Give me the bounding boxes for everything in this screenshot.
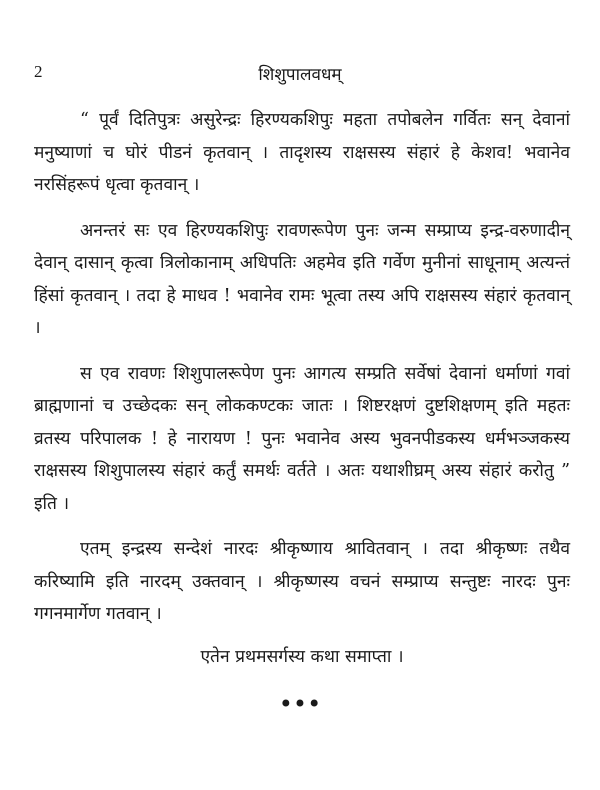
page-header: [34, 62, 566, 86]
paragraph-3: स एव रावणः शिशुपालरूपेण पुनः आगत्य सम्प्रति सर्वेषां देवानां धर्माणां गवां ब्राह्मणानां च उच्छेदकः सन् लोककण्टकः जातः । शिष्टरक्षणं दुष्टशिक्षणम् इति महतः व्रतस्य परिपालक ! हे नारायण ! पुनः भवानेव अस्य भुवनपीडकस्य धर्मभञ्जकस्य राक्षसस्य शिशुपालस्य संहारं कर्तुं समर्थः वर्तते । अतः यथाशीघ्रम् अस्य संहारं करोतु ” इति ।: [34, 363, 570, 514]
section-end-ornament: •••: [278, 690, 322, 718]
paragraph-4: एतम् इन्द्रस्य सन्देशं नारदः श्रीकृष्णाय श्रावितवान् । तदा श्रीकृष्णः तथैव करिष्यामि इति नारदम् उक्तवान् । श्रीकृष्णस्य वचनं सम्प्राप्य सन्तुष्टः नारदः पुनः गगनमार्गेण गतवान् ।: [34, 539, 570, 624]
paragraph-2: अनन्तरं सः एव हिरण्यकशिपुः रावणरूपेण पुनः जन्म सम्प्राप्य इन्द्र-वरुणादीन् देवान् दासान् कृत्वा त्रिलोकानाम् अधिपतिः अहमेव इति गर्वेण मुनीनां साधूनाम् अत्यन्तं हिंसां कृतवान् । तदा हे माधव ! भवानेव रामः भूत्वा तस्य अपि राक्षसस्य संहारं कृतवान् ।: [34, 220, 570, 338]
closing-line: एतेन प्रथमसर्गस्य कथा समाप्ता ।: [200, 646, 404, 667]
running-title: शिशुपालवधम्: [258, 65, 342, 85]
page-number: 2: [34, 62, 43, 81]
body-text: [34, 104, 570, 673]
paragraph-1: “ पूर्वं दितिपुत्रः असुरेन्द्रः हिरण्यकशिपुः महता तपोबलेन गर्वितः सन् देवानां मनुष्याणां च घोरं पीडनं कृतवान् । तादृशस्य राक्षसस्य संहारं हे केशव! भवानेव नरसिंहरूपं धृत्वा कृतवान् ।: [34, 110, 570, 195]
